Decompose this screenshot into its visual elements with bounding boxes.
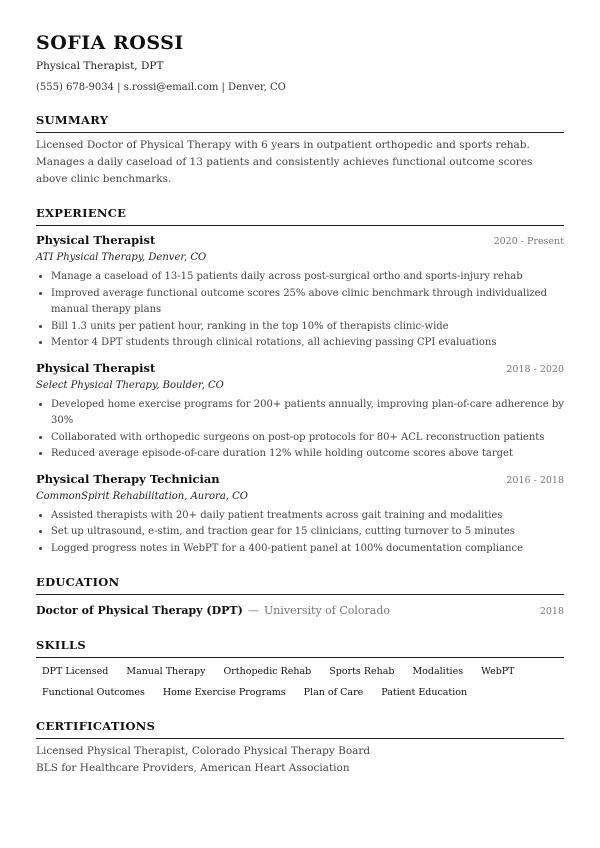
bullet-item: • Set up ultrasound, e-stim, and traction gear for 15 clinicians, cutting turnover to 5 minutes: [51, 524, 564, 541]
skill-tag: WebPT: [481, 666, 515, 677]
graduation-year: 2018: [539, 606, 564, 617]
experience-section: [36, 206, 564, 557]
bullet-item: • Improved average functional outcome scores 25% above clinic benchmark through individualized manual therapy plans: [51, 286, 564, 319]
certifications-section: [36, 719, 564, 777]
skill-tag: Functional Outcomes: [42, 687, 145, 698]
bullet-item: • Bill 1.3 units per patient hour, ranking in the top 10% of therapists clinic-wide: [51, 319, 564, 336]
education-entry: [36, 601, 564, 620]
job-bullets: [36, 508, 564, 558]
job-organization: Select Physical Therapy, Boulder, CO: [36, 379, 224, 391]
job-title: Physical Therapist: [36, 233, 156, 247]
contact-line: (555) 678-9034 | s.rossi@email.com | Denver, CO: [36, 82, 286, 93]
job-dates: 2016 - 2018: [506, 474, 564, 486]
skill-tag: Plan of Care: [303, 687, 364, 698]
bullet-item: • Collaborated with orthopedic surgeons on post-op protocols for 80+ ACL reconstruction patients: [51, 430, 564, 447]
job-entry: [36, 232, 564, 352]
job-title: Physical Therapy Technician: [36, 471, 220, 486]
bullet-item: • Mentor 4 DPT students through clinical rotations, all achieving passing CPI evaluations: [51, 335, 564, 352]
school-name: University of Colorado: [264, 604, 391, 617]
job-bullets: [36, 269, 564, 352]
job-organization: CommonSpirit Rehabilitation, Aurora, CO: [36, 490, 248, 502]
bullet-item: • Manage a caseload of 13-15 patients daily across post-surgical ortho and sports-injury rehab: [51, 269, 564, 286]
job-entry: [36, 360, 564, 463]
section-heading: CERTIFICATIONS: [36, 719, 564, 739]
bullet-item: • Logged progress notes in WebPT for a 400-patient panel at 100% documentation compliance: [51, 541, 564, 558]
bullet-item: • Reduced average episode-of-care duration 12% while holding outcome scores above target: [51, 446, 564, 463]
summary-text: Licensed Doctor of Physical Therapy with 6 years in outpatient orthopedic and sports rehab. Manages a daily caseload of 13 patients and consistently achieves functional outcome scores above clinic benchmarks.: [36, 139, 533, 185]
skills-list: [36, 663, 564, 701]
job-entry: [36, 471, 564, 558]
summary-section: [36, 113, 564, 188]
section-heading: EDUCATION: [36, 575, 564, 595]
education-section: [36, 575, 564, 620]
degree-name: Doctor of Physical Therapy (DPT): [36, 604, 243, 617]
skill-tag: Sports Rehab: [329, 666, 395, 677]
skills-section: [36, 638, 564, 701]
skill-tag: Home Exercise Programs: [162, 687, 286, 698]
skill-tag: Modalities: [412, 666, 464, 677]
job-title: Physical Therapist: [36, 360, 156, 375]
job-bullets: [36, 397, 564, 463]
skill-tag: Manual Therapy: [126, 666, 206, 677]
job-organization: ATI Physical Therapy, Denver, CO: [36, 252, 207, 263]
section-heading: EXPERIENCE: [36, 206, 564, 226]
resume-header: [36, 30, 564, 95]
candidate-name: SOFIA ROSSI: [36, 32, 184, 54]
degree-separator: —: [247, 604, 259, 617]
job-dates: 2020 - Present: [493, 236, 564, 247]
section-heading: SUMMARY: [36, 113, 564, 133]
certification-item: BLS for Healthcare Providers, American Heart Association: [36, 762, 350, 774]
skill-tag: DPT Licensed: [42, 666, 109, 677]
section-heading: SKILLS: [36, 638, 564, 658]
certification-item: Licensed Physical Therapist, Colorado Physical Therapy Board: [36, 745, 371, 757]
bullet-item: • Assisted therapists with 20+ daily patient treatments across gait training and modalities: [51, 508, 564, 525]
job-dates: 2018 - 2020: [506, 363, 564, 375]
bullet-item: • Developed home exercise programs for 200+ patients annually, improving plan-of-care adherence by 30%: [51, 397, 564, 430]
skill-tag: Patient Education: [381, 687, 468, 698]
candidate-title: Physical Therapist, DPT: [36, 60, 164, 72]
skill-tag: Orthopedic Rehab: [223, 666, 312, 677]
